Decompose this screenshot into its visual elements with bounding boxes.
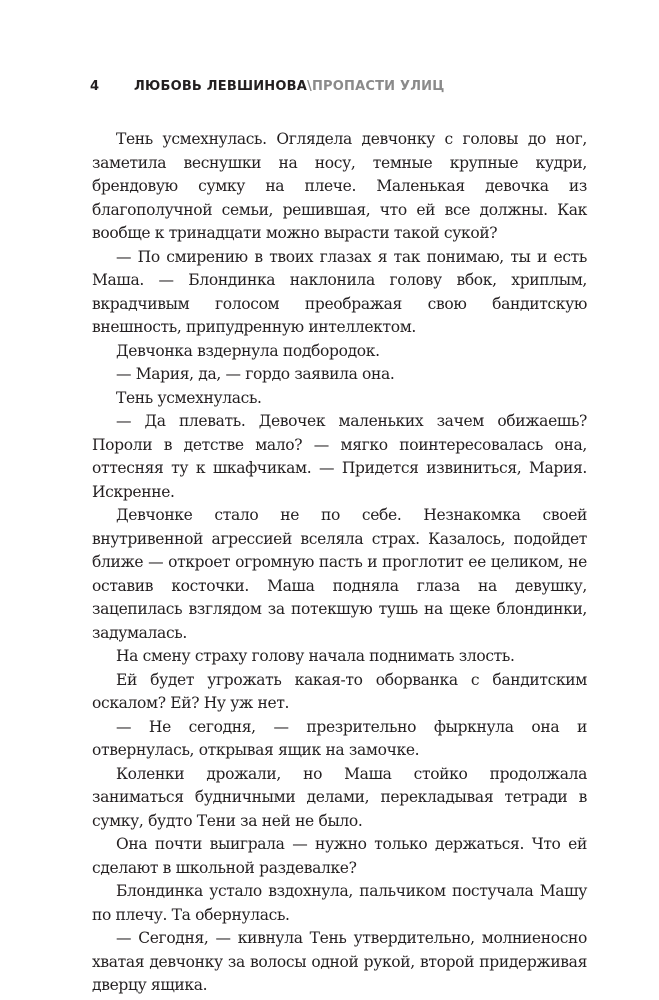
paragraph: — Да плевать. Девочек маленьких зачем обижаешь? Пороли в детстве мало? — мягко поинтересовалась она, оттесняя ту к шкафчикам. — Придется извиниться, Мария. Искренне. xyxy=(92,412,587,501)
paragraph: Блондинка устало вздохнула, пальчиком постучала Машу по плечу. Та обернулась. xyxy=(92,882,587,924)
paragraph: Девчонка вздернула подбородок. xyxy=(116,341,380,360)
paragraph: Ей будет угрожать какая-то оборванка с бандитским оскалом? Ей? Ну уж нет. xyxy=(92,670,587,712)
body-text xyxy=(92,128,587,998)
paragraph: Девчонке стало не по себе. Незнакомка своей внутривенной агрессией вселяла страх. Казалось, подойдет ближе — откроет огромную пасть и проглотит ее целиком, не оставив косточки. Маша подняла глаза на девушку, зацепилась взглядом за потекшую тушь на щеке блондинки, задумалась. xyxy=(92,506,587,642)
paragraph: На смену страху голову начала поднимать злость. xyxy=(116,647,515,665)
paragraph: — Мария, да, — гордо заявила она. xyxy=(116,365,395,383)
page-number: 4 xyxy=(90,79,100,94)
paragraph: Тень усмехнулась. Оглядела девчонку с головы до ног, заметила веснушки на носу, темные крупные кудри, брендовую сумку на плече. Маленькая девочка из благополучной семьи, решившая, что ей все должны. Как вообще к тринадцати можно вырасти такой сукой? xyxy=(92,130,587,242)
paragraph: Она почти выиграла — нужно только держаться. Что ей сделают в школьной раздевалке? xyxy=(92,835,587,877)
paragraph: — Сегодня, — кивнула Тень утвердительно, молниеносно хватая девчонку за волосы одной рукой, второй придерживая дверцу ящика. xyxy=(92,929,587,994)
book-title: ПРОПАСТИ УЛИЦ xyxy=(311,79,445,94)
running-header xyxy=(90,79,445,94)
paragraph: Коленки дрожали, но Маша стойко продолжала заниматься будничными делами, перекладывая тетради в сумку, будто Тени за ней не было. xyxy=(92,764,587,830)
header-separator: \ xyxy=(307,79,312,94)
author-name: ЛЮБОВЬ ЛЕВШИНОВА xyxy=(134,79,307,94)
paragraph: Тень усмехнулась. xyxy=(116,388,262,407)
paragraph: — По смирению в твоих глазах я так понимаю, ты и есть Маша. — Блондинка наклонила голову вбок, хриплым, вкрадчивым голосом преображая свою бандитскую внешность, припудренную интеллектом. xyxy=(92,247,587,336)
paragraph: — Не сегодня, — презрительно фыркнула она и отвернулась, открывая ящик на замочке. xyxy=(92,717,587,759)
